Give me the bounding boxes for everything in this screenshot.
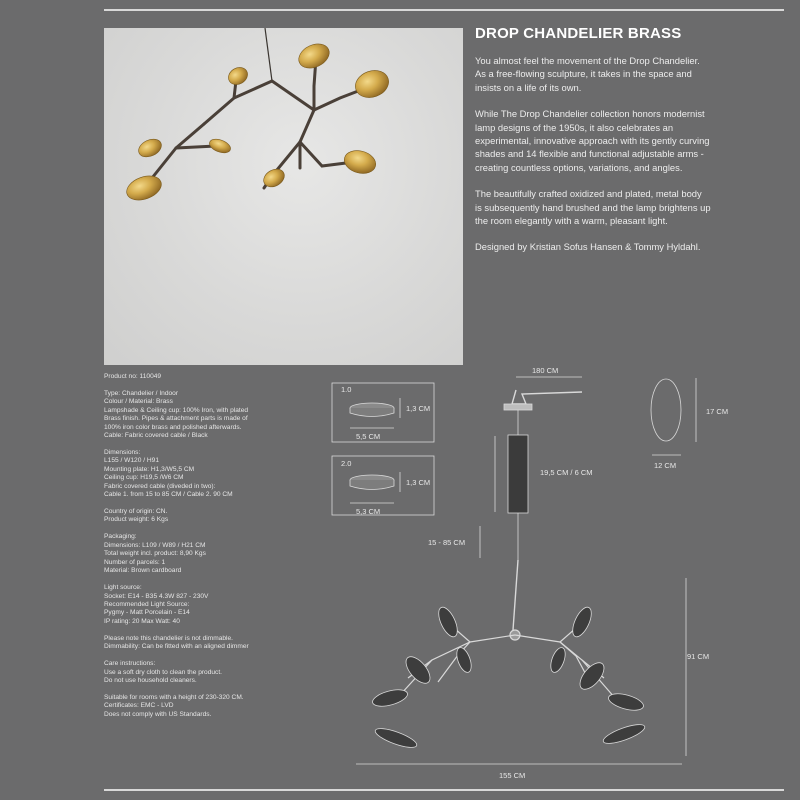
spec-line: Dimmability: Can be fitted with an aligned dimmer [104, 643, 249, 651]
spec-line: Product no: 110049 [104, 373, 162, 380]
total-width-label: 155 CM [499, 771, 526, 780]
spec-line: Pygmy - Matt Porcelain - E14 [104, 609, 190, 617]
bottom-rule [104, 789, 784, 791]
product-title: DROP CHANDELIER BRASS [475, 25, 682, 42]
spec-group [104, 449, 324, 499]
spec-line: Recommended Light Source: [104, 600, 190, 608]
spec-line: Brass finish. Pipes & attachment parts is made of [104, 415, 248, 423]
spec-group [104, 533, 324, 575]
spec-line: Total weight incl. product: 8,90 Kgs [104, 550, 206, 558]
plate-2-height: 1,3 CM [406, 478, 431, 487]
plate-2-width: 5,3 CM [356, 507, 381, 516]
spec-line: Suitable for rooms with a height of 230-320 CM. [104, 693, 244, 701]
spec-line: Do not use household cleaners. [104, 676, 197, 684]
spec-line: Does not comply with US Standards. [104, 710, 212, 718]
designer-credit: Designed by Kristian Sofus Hansen & Tommy Hyldahl. [475, 241, 701, 253]
spec-line: 100% iron color brass and polished afterwards. [104, 423, 242, 431]
arm-width-label: 180 CM [532, 366, 559, 375]
spec-group [104, 508, 324, 525]
spec-line: Colour / Material: Brass [104, 398, 173, 406]
spec-group [104, 373, 324, 381]
spec-group [104, 635, 324, 652]
spec-group [104, 660, 324, 685]
shade-height-label: 17 CM [706, 407, 729, 416]
shade-width-label: 12 CM [654, 461, 677, 470]
product-photo [104, 28, 463, 365]
description-paragraph: You almost feel the movement of the Drop Chandelier. As a free-flowing sculpture, it takes in the space and insists on a life of its own. [475, 55, 700, 93]
spec-line: Certificates: EMC - LVD [104, 702, 174, 710]
top-rule [104, 9, 784, 11]
description-paragraph: The beautifully crafted oxidized and plated, metal body is subsequently hand brushed and the lamp brightens up the room elegantly with a warm, pleasant light. [475, 188, 711, 227]
spec-group [104, 390, 324, 440]
spec-line: Light source: [104, 584, 142, 592]
spec-line: Number of parcels: 1 [104, 558, 166, 566]
plate-1-width: 5,5 CM [356, 432, 381, 441]
spec-line: Socket: E14 - B35 4.3W 827 - 230V [104, 592, 209, 600]
spec-list [104, 373, 324, 728]
spec-line: Please note this chandelier is not dimmable. [104, 634, 234, 642]
spec-line: Ceiling cup: H19,5 /W6 CM [104, 474, 184, 482]
spec-line: Cable: Fabric covered cable / Black [104, 432, 208, 440]
spec-line: Material: Brown cardboard [104, 567, 182, 575]
plate-2-label: 2.0 [341, 459, 352, 468]
product-description [475, 54, 711, 267]
description-paragraph: While The Drop Chandelier collection honors modernist lamp designs of the 1950s, it also celebrates an experimental, innovative approach with its gently curving shades and 14 flexible and functional adjustable arms - creating countless options, variations, and angles. [475, 108, 710, 173]
cup-height-label: 19,5 CM / 6 CM [540, 468, 593, 477]
spec-line: L155 / W120 / H91 [104, 457, 159, 465]
spec-group [104, 694, 324, 719]
spec-group [104, 584, 324, 626]
spec-line: Product weight: 6 Kgs [104, 516, 169, 524]
spec-line: Fabric covered cable (diveded in two): [104, 482, 216, 490]
spec-line: Lampshade & Ceiling cup: 100% Iron, with plated [104, 406, 249, 414]
spec-line: Use a soft dry cloth to clean the product. [104, 668, 223, 676]
spec-line: Mounting plate: H1,3/W5,5 CM [104, 465, 195, 473]
spec-line: Dimensions: [104, 449, 141, 457]
spec-line: Type: Chandelier / Indoor [104, 390, 179, 397]
spec-line: Packaging: [104, 533, 137, 541]
technical-drawing [320, 360, 780, 785]
spec-line: Cable 1. from 15 to 85 CM / Cable 2. 90 CM [104, 491, 233, 499]
spec-line: Care instructions: [104, 660, 156, 668]
cable-range-label: 15 - 85 CM [428, 538, 466, 547]
plate-1-height: 1,3 CM [406, 404, 431, 413]
total-height-label: 91 CM [687, 652, 710, 661]
chandelier-image [104, 28, 463, 365]
plate-1-label: 1.0 [341, 385, 352, 394]
spec-line: Country of origin: CN. [104, 508, 168, 516]
spec-line: IP rating: 20 Max Watt: 40 [104, 617, 180, 625]
spec-line: Dimensions: L109 / W89 / H21 CM [104, 541, 206, 549]
